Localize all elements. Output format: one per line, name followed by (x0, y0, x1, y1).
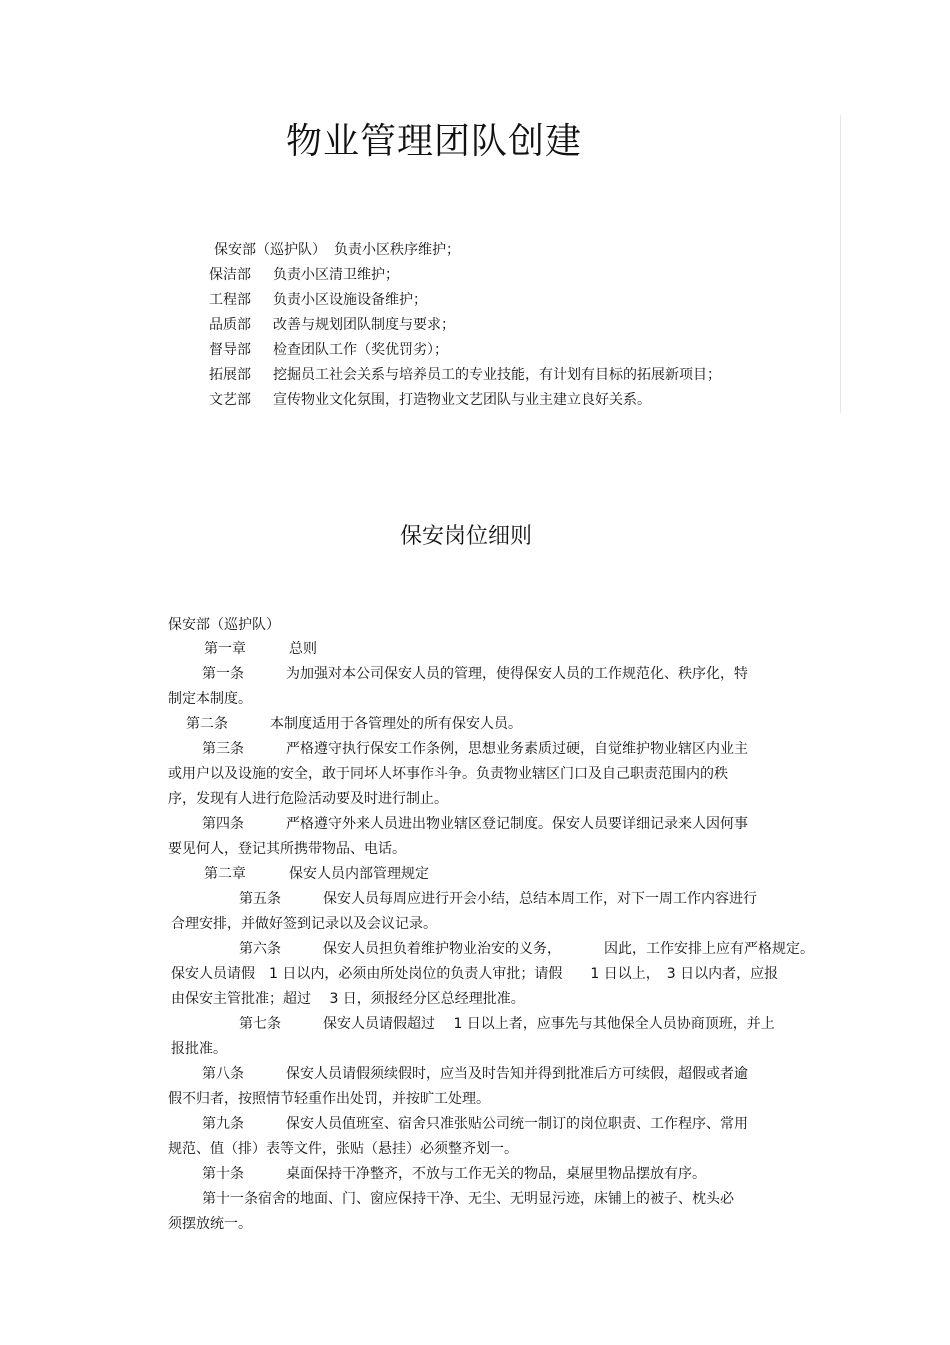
document-title: 物业管理团队创建 (286, 121, 583, 162)
article-1-line-1: 为加强对本公司保安人员的管理，使得保安人员的工作规范化、秩序化，特 (286, 666, 748, 682)
article-1-label: 第一条 (202, 666, 244, 682)
dept-name-expansion: 拓展部 (209, 367, 251, 383)
chapter-2-title: 保安人员内部管理规定 (289, 866, 429, 882)
dept-name-arts: 文艺部 (209, 392, 251, 408)
dept-name-engineering: 工程部 (209, 292, 251, 308)
dept-desc-security: 负责小区秩序维护； (334, 242, 460, 258)
article-10-label: 第十条 (202, 1166, 244, 1182)
article-10-line-1: 桌面保持干净整齐，不放与工作无关的物品，桌屉里物品摆放有序。 (286, 1166, 706, 1182)
article-6-label: 第六条 (239, 941, 281, 957)
chapter-1-title: 总则 (289, 641, 317, 657)
article-8-line-1: 保安人员请假须续假时，应当及时告知并得到批准后方可续假，超假或者逾 (286, 1066, 748, 1082)
dept-name-security: 保安部（巡护队） (214, 242, 326, 258)
article-8-label: 第八条 (202, 1066, 244, 1082)
article-8-line-2: 假不归者，按照情节轻重作出处罚，并按旷工处理。 (168, 1091, 490, 1107)
article-6-line-1: 保安人员担负着维护物业治安的义务， (323, 941, 561, 957)
article-6-line-2: 保安人员请假 1 日以内，必须由所处岗位的负责人审批；请假 1 日以上， 3 日以内者，应报 (171, 966, 779, 982)
dept-name-quality: 品质部 (209, 317, 251, 333)
article-1-line-2: 制定本制度。 (168, 691, 252, 707)
dept-name-cleaning: 保洁部 (209, 267, 251, 283)
chapter-2-label: 第二章 (204, 866, 246, 882)
article-2-label: 第二条 (186, 716, 228, 732)
dept-desc-arts: 宣传物业文化氛围，打造物业文艺团队与业主建立良好关系。 (273, 392, 651, 408)
article-5-label: 第五条 (239, 891, 281, 907)
article-3-line-2: 或用户以及设施的安全，敢于同坏人坏事作斗争。负责物业辖区门口及自己职责范围内的秩 (168, 766, 728, 782)
article-2-line-1: 本制度适用于各管理处的所有保安人员。 (270, 716, 522, 732)
dept-desc-supervision: 检查团队工作（奖优罚劣）； (273, 342, 448, 358)
article-9-line-1: 保安人员值班室、宿舍只准张贴公司统一制订的岗位职责、工作程序、常用 (286, 1116, 748, 1132)
dept-name-supervision: 督导部 (209, 342, 251, 358)
article-9-label: 第九条 (202, 1116, 244, 1132)
chapter-1-label: 第一章 (204, 641, 246, 657)
article-7-line-2: 报批准。 (171, 1041, 227, 1057)
dept-desc-engineering: 负责小区设施设备维护； (273, 292, 427, 308)
dept-desc-quality: 改善与规划团队制度与要求； (273, 317, 455, 333)
article-5-line-2: 合理安排，并做好签到记录以及会议记录。 (171, 916, 437, 932)
article-4-line-2: 要见何人，登记其所携带物品、电话。 (168, 841, 406, 857)
article-3-line-3: 序，发现有人进行危险活动要及时进行制止。 (168, 791, 448, 807)
article-9-line-2: 规范、值（排）表等文件，张贴（悬挂）必须整齐划一。 (168, 1141, 518, 1157)
article-11-line-1: 第十一条宿舍的地面、门、窗应保持干净、无尘、无明显污迹，床铺上的被子、枕头必 (202, 1191, 734, 1207)
article-3-label: 第三条 (202, 741, 244, 757)
dept-desc-expansion: 挖掘员工社会关系与培养员工的专业技能，有计划有目标的拓展新项目； (273, 367, 721, 383)
margin-rule (840, 115, 841, 413)
article-5-line-1: 保安人员每周应进行开会小结，总结本周工作，对下一周工作内容进行 (323, 891, 757, 907)
article-11-line-2: 须摆放统一。 (168, 1216, 252, 1232)
article-4-line-1: 严格遵守外来人员进出物业辖区登记制度。保安人员要详细记录来人因何事 (286, 816, 748, 832)
article-6-line-3: 由保安主管批准；超过 3 日，须报经分区总经理批准。 (171, 991, 525, 1007)
body-dept-heading: 保安部（巡护队） (168, 617, 280, 633)
article-4-label: 第四条 (202, 816, 244, 832)
section-title: 保安岗位细则 (400, 524, 533, 549)
article-6-line-1b: 因此，工作安排上应有严格规定。 (604, 941, 814, 957)
dept-desc-cleaning: 负责小区清卫维护； (273, 267, 399, 283)
article-7-label: 第七条 (239, 1016, 281, 1032)
article-3-line-1: 严格遵守执行保安工作条例，思想业务素质过硬，自觉维护物业辖区内业主 (286, 741, 748, 757)
article-7-line-1: 保安人员请假超过 1 日以上者，应事先与其他保全人员协商顶班，并上 (323, 1016, 775, 1032)
